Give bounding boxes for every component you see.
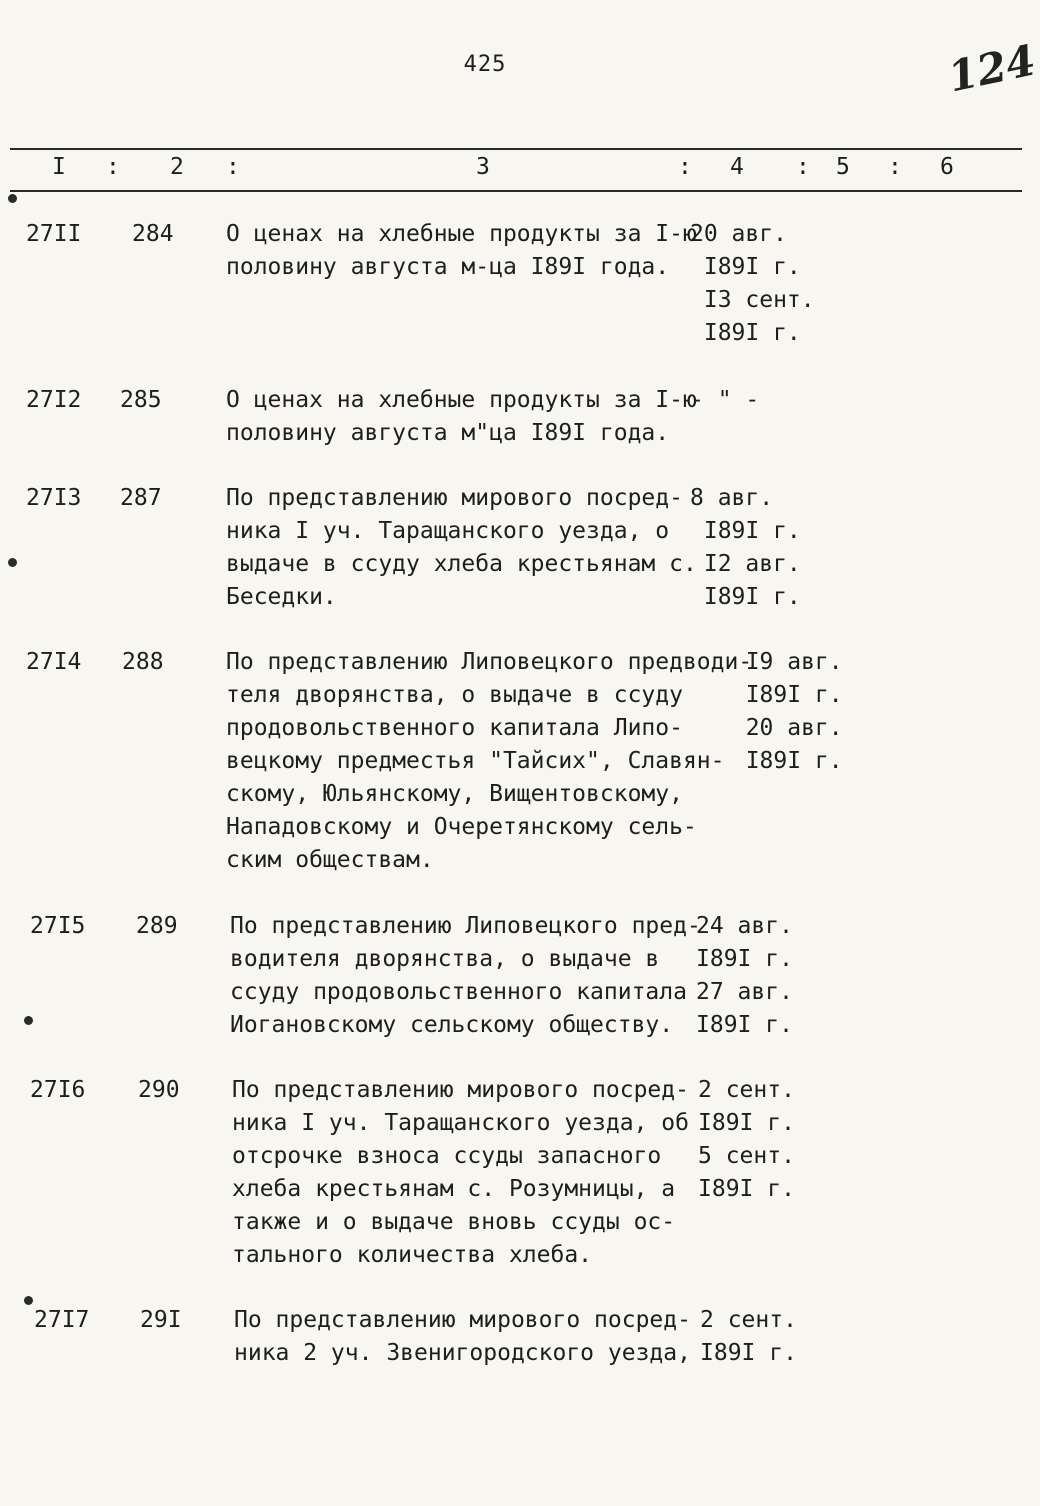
punch-hole-mark <box>24 1296 33 1305</box>
file-number: 27I2 <box>26 387 82 413</box>
file-number: 27I7 <box>34 1307 90 1333</box>
document-number: 287 <box>120 485 162 511</box>
column-header-3: 3 <box>476 154 490 180</box>
date-range: 2 сент. I89I г. 5 сент. I89I г. <box>698 1077 795 1202</box>
file-title: По представлению Липовецкого пред- водителя дворянства, о выдаче в ссуду продовольственного капитала Иогановскому сельскому обществу. <box>230 913 701 1038</box>
column-separator: : <box>106 154 120 180</box>
document-number: 290 <box>138 1077 180 1103</box>
file-title: По представлению мирового посред- ника 2 уч. Звенигородского уезда, <box>234 1307 691 1366</box>
column-header-2: 2 <box>170 154 184 180</box>
file-title: О ценах на хлебные продукты за I-ю половину августа м"ца I89I года. <box>226 387 697 446</box>
punch-hole-mark <box>8 194 17 203</box>
file-number: 27I5 <box>30 913 86 939</box>
document-number: 29I <box>140 1307 182 1333</box>
column-header-5: 5 <box>836 154 850 180</box>
column-separator: : <box>226 154 240 180</box>
file-number: 27I6 <box>30 1077 86 1103</box>
punch-hole-mark <box>24 1016 33 1025</box>
file-title: По представлению Липовецкого предводи- теля дворянства, о выдаче в ссуду продовольственного капитала Липо- вецкому предместья "Тайсих", Славян- скому, Юльянскому, Вищентовскому, Нападовскому и Очеретянскому сель- ским обществам. <box>226 649 753 873</box>
column-header-4: 4 <box>730 154 744 180</box>
file-number: 27I3 <box>26 485 82 511</box>
date-range: 24 авг. I89I г. 27 авг. I89I г. <box>696 913 793 1038</box>
date-range: 2 сент. I89I г. <box>700 1307 797 1366</box>
document-number: 285 <box>120 387 162 413</box>
document-number: 289 <box>136 913 178 939</box>
date-range: - " - <box>690 387 760 413</box>
file-title: По представлению мирового посред- ника I уч. Таращанского уезда, о выдаче в ссуду хлеба крестьянам с. Беседки. <box>226 485 697 610</box>
column-header-1: I <box>52 154 66 180</box>
file-number: 27I4 <box>26 649 82 675</box>
column-separator: : <box>888 154 902 180</box>
file-title: По представлению мирового посред- ника I уч. Таращанского уезда, об отсрочке взноса ссуды запасного хлеба крестьянам с. Розумницы, а также и о выдаче вновь ссуды ос- тального количества хлеба. <box>232 1077 689 1268</box>
file-title: О ценах на хлебные продукты за I-ю половину августа м-ца I89I года. <box>226 221 697 280</box>
handwritten-folio-number: 124 <box>943 35 1040 102</box>
column-header-row <box>0 154 1024 184</box>
column-separator: : <box>678 154 692 180</box>
file-number: 27II <box>26 221 82 247</box>
column-separator: : <box>796 154 810 180</box>
date-range: I9 авг. I89I г. 20 авг. I89I г. <box>718 649 843 774</box>
date-range: 8 авг. I89I г. I2 авг. I89I г. <box>690 485 801 610</box>
punch-hole-mark <box>8 558 17 567</box>
date-range: 20 авг. I89I г. I3 сент. I89I г. <box>690 221 815 346</box>
header-top-rule <box>10 148 1022 150</box>
document-number: 288 <box>122 649 164 675</box>
header-bottom-rule <box>10 190 1022 192</box>
column-header-6: 6 <box>940 154 954 180</box>
document-number: 284 <box>132 221 174 247</box>
page-number: 425 <box>463 52 507 77</box>
